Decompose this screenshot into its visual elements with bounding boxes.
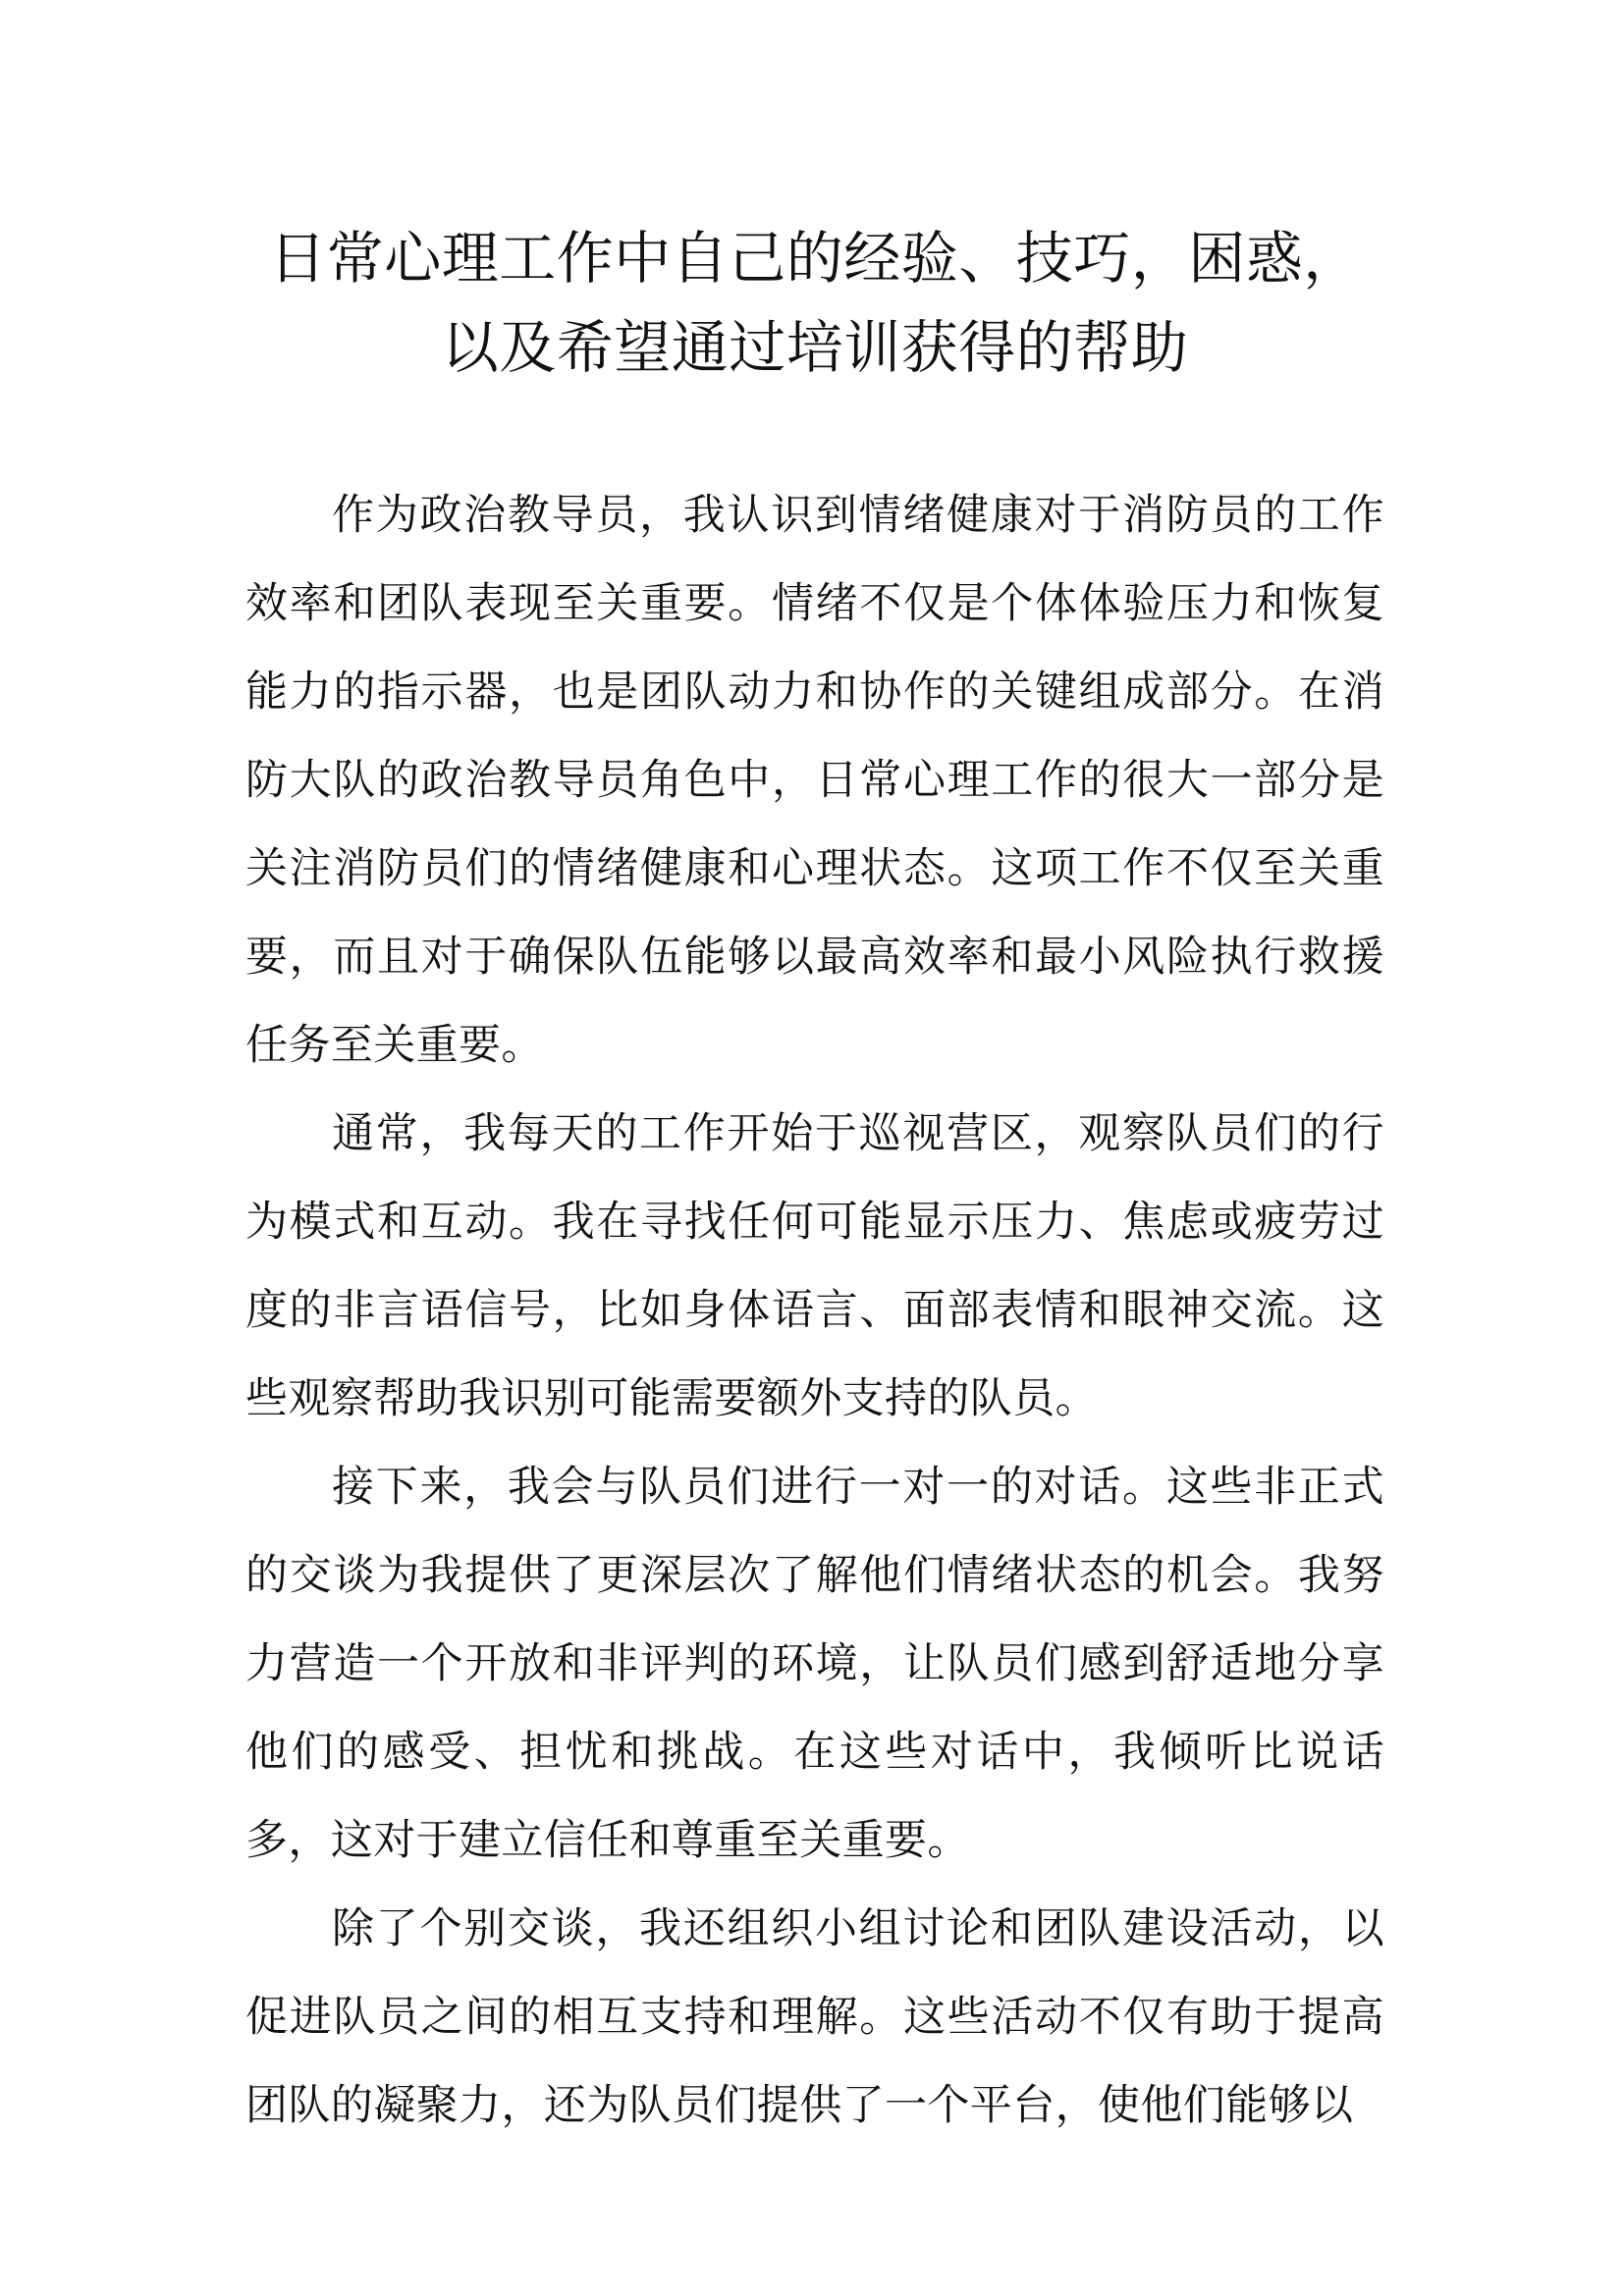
paragraph-1: 作为政治教导员，我认识到情绪健康对于消防员的工作效率和团队表现至关重要。情绪不仅是个体体验压力和恢复能力的指示器，也是团队动力和协作的关键组成部分。在消防大队的政治教导员角色中，日常心理工作的很大一部分是关注消防员们的情绪健康和心理状态。这项工作不仅至关重要，而且对于确保队伍能够以最高效率和最小风险执行救援任务至关重要。 xyxy=(245,491,1384,1070)
paragraph-4: 除了个别交谈，我还组织小组讨论和团队建设活动，以促进队员之间的相互支持和理解。这些活动不仅有助于提高团队的凝聚力，还为队员们提供了一个平台，使他们能够以 xyxy=(245,1904,1384,2130)
document-title: 日常心理工作中自己的经验、技巧，困惑，以及希望通过培训获得的帮助 xyxy=(269,225,1361,381)
document-body xyxy=(245,471,1384,2150)
paragraph-3: 接下来，我会与队员们进行一对一的对话。这些非正式的交谈为我提供了更深层次了解他们情绪状态的机会。我努力营造一个开放和非评判的环境，让队员们感到舒适地分享他们的感受、担忧和挑战。在这些对话中，我倾听比说话多，这对于建立信任和尊重至关重要。 xyxy=(245,1463,1384,1865)
paragraph-2: 通常，我每天的工作开始于巡视营区，观察队员们的行为模式和互动。我在寻找任何可能显示压力、焦虑或疲劳过度的非言语信号，比如身体语言、面部表情和眼神交流。这些观察帮助我识别可能需要额外支持的队员。 xyxy=(245,1109,1384,1423)
